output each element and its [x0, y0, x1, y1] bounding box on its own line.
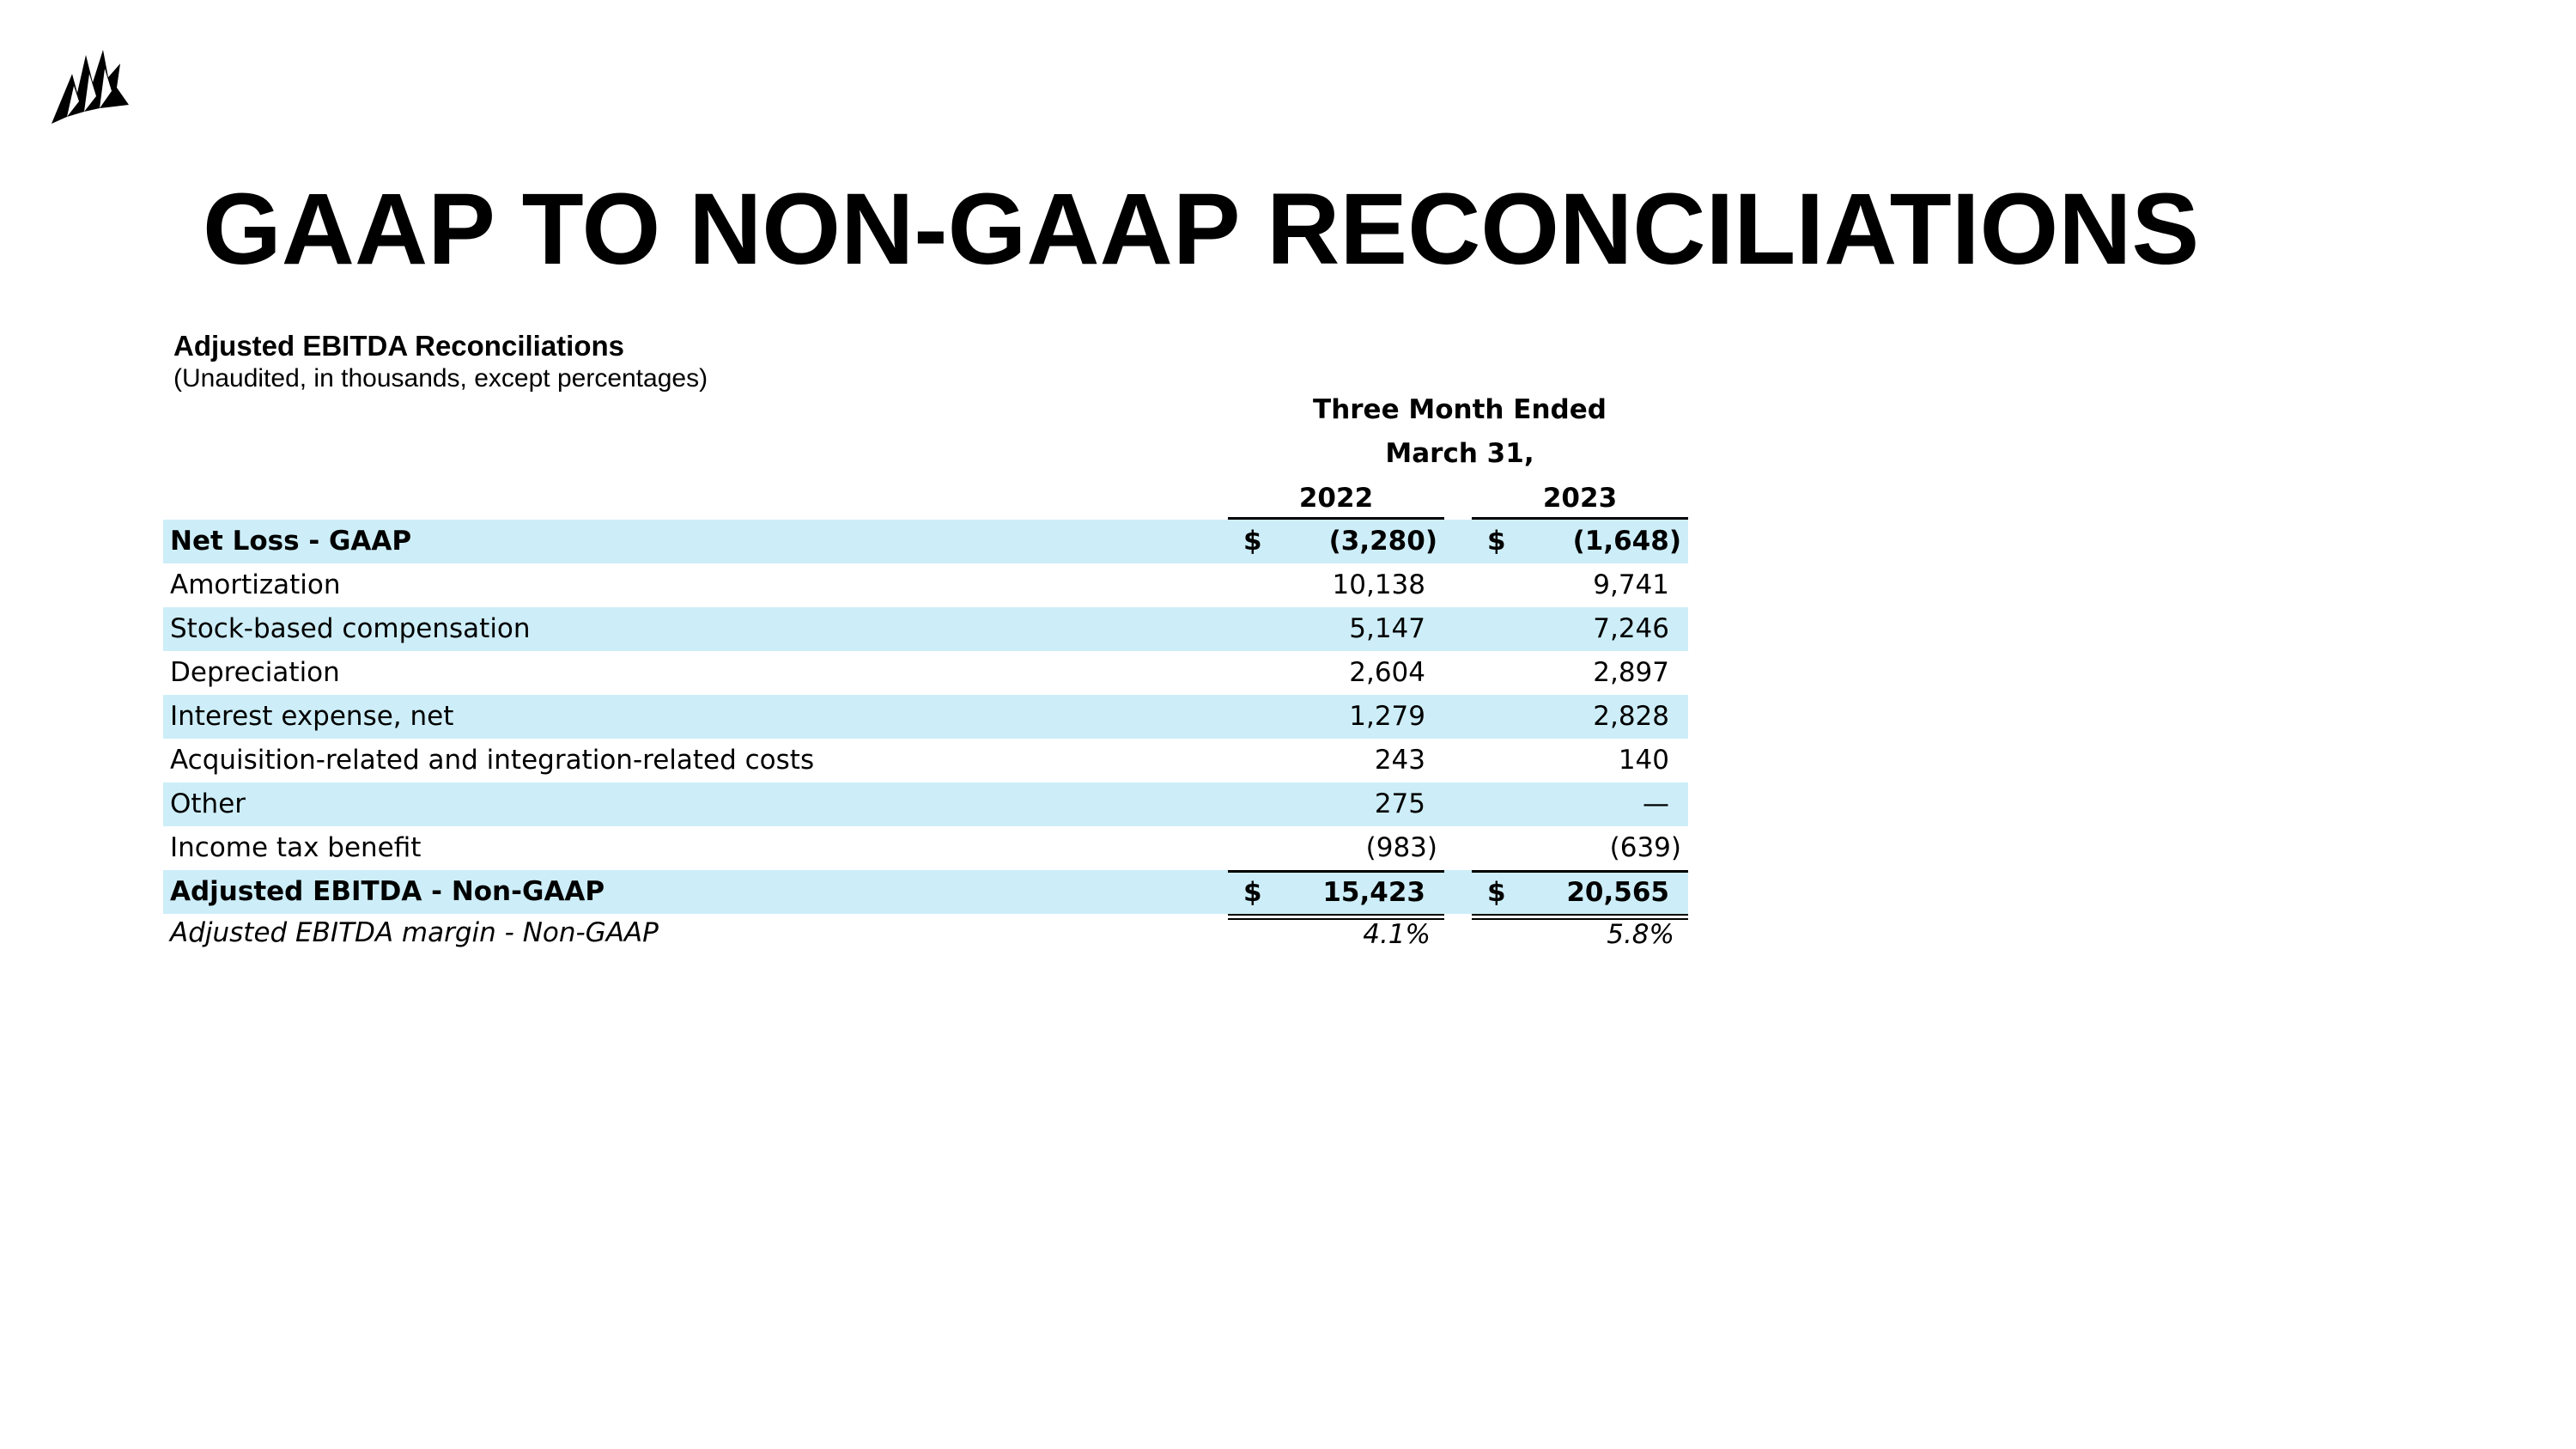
table-row-adjusted-ebitda	[163, 870, 1688, 914]
cell-2022	[1228, 695, 1444, 739]
table-row-net-loss	[163, 520, 1688, 563]
table-row-interest-expense	[163, 695, 1688, 739]
year-header-2023: 2023	[1472, 477, 1688, 520]
currency-symbol: $	[1243, 526, 1262, 557]
currency-symbol: $	[1487, 526, 1506, 557]
cell-value: 5.8%	[1607, 919, 1674, 950]
cell-2022	[1228, 782, 1444, 826]
cell-value: (639)	[1609, 832, 1681, 863]
cell-2022	[1228, 607, 1444, 651]
cell-value: 4.1%	[1363, 919, 1431, 950]
table-row-ebitda-margin	[163, 914, 1688, 953]
cell-value: 5,147	[1349, 613, 1425, 644]
table-row-stock-compensation	[163, 607, 1688, 651]
row-label: Income tax benefit	[170, 832, 422, 863]
cell-value: 2,604	[1349, 657, 1425, 688]
row-label: Net Loss - GAAP	[170, 526, 412, 557]
cell-2022	[1228, 739, 1444, 782]
cell-value: 243	[1374, 745, 1425, 776]
table-row-income-tax-benefit	[163, 826, 1688, 870]
table-row-depreciation	[163, 651, 1688, 695]
cell-value: (1,648)	[1572, 526, 1681, 557]
row-label: Adjusted EBITDA - Non-GAAP	[170, 876, 605, 907]
table-note: (Unaudited, in thousands, except percentages)	[173, 364, 708, 393]
cell-2023	[1472, 651, 1688, 695]
cell-value: 10,138	[1332, 569, 1425, 600]
cell-2023	[1472, 870, 1688, 914]
cell-value: 7,246	[1593, 613, 1669, 644]
cell-value: 20,565	[1566, 877, 1669, 908]
table-row-acquisition-costs	[163, 739, 1688, 782]
row-label: Acquisition-related and integration-related costs	[170, 745, 815, 776]
cell-value: 2,897	[1593, 657, 1669, 688]
cell-2023	[1472, 695, 1688, 739]
cell-value: 140	[1618, 745, 1669, 776]
row-label: Other	[170, 788, 246, 819]
period-date-header: March 31,	[1385, 438, 1534, 469]
page-title: GAAP TO NON-GAAP RECONCILIATIONS	[203, 173, 2200, 286]
cell-2022	[1228, 520, 1444, 563]
currency-symbol: $	[1487, 877, 1506, 908]
cell-2022	[1228, 651, 1444, 695]
table-row-amortization	[163, 563, 1688, 607]
sail-logo-icon	[48, 48, 131, 127]
cell-2022	[1228, 870, 1444, 914]
cell-2023	[1472, 914, 1688, 953]
row-label: Amortization	[170, 569, 341, 600]
cell-2023	[1472, 826, 1688, 870]
cell-value: 275	[1374, 788, 1425, 819]
row-label: Interest expense, net	[170, 701, 454, 732]
cell-value: —	[1643, 788, 1669, 819]
cell-value: 15,423	[1322, 877, 1425, 908]
cell-value: 9,741	[1593, 569, 1669, 600]
cell-value: (983)	[1365, 832, 1437, 863]
cell-2023	[1472, 563, 1688, 607]
table-row-other	[163, 782, 1688, 826]
row-label: Adjusted EBITDA margin - Non-GAAP	[170, 917, 659, 948]
row-label: Depreciation	[170, 657, 340, 688]
cell-2022	[1228, 826, 1444, 870]
cell-2023	[1472, 520, 1688, 563]
table-title: Adjusted EBITDA Reconciliations	[173, 330, 625, 362]
cell-value: 1,279	[1349, 701, 1425, 732]
cell-2023	[1472, 607, 1688, 651]
year-header-2022: 2022	[1228, 477, 1444, 520]
period-header: Three Month Ended	[1313, 394, 1607, 425]
row-label: Stock-based compensation	[170, 613, 531, 644]
cell-2023	[1472, 782, 1688, 826]
currency-symbol: $	[1243, 877, 1262, 908]
cell-value: (3,280)	[1328, 526, 1437, 557]
reconciliation-table	[163, 520, 1688, 953]
cell-2022	[1228, 563, 1444, 607]
cell-2023	[1472, 739, 1688, 782]
cell-value: 2,828	[1593, 701, 1669, 732]
cell-2022	[1228, 914, 1444, 953]
